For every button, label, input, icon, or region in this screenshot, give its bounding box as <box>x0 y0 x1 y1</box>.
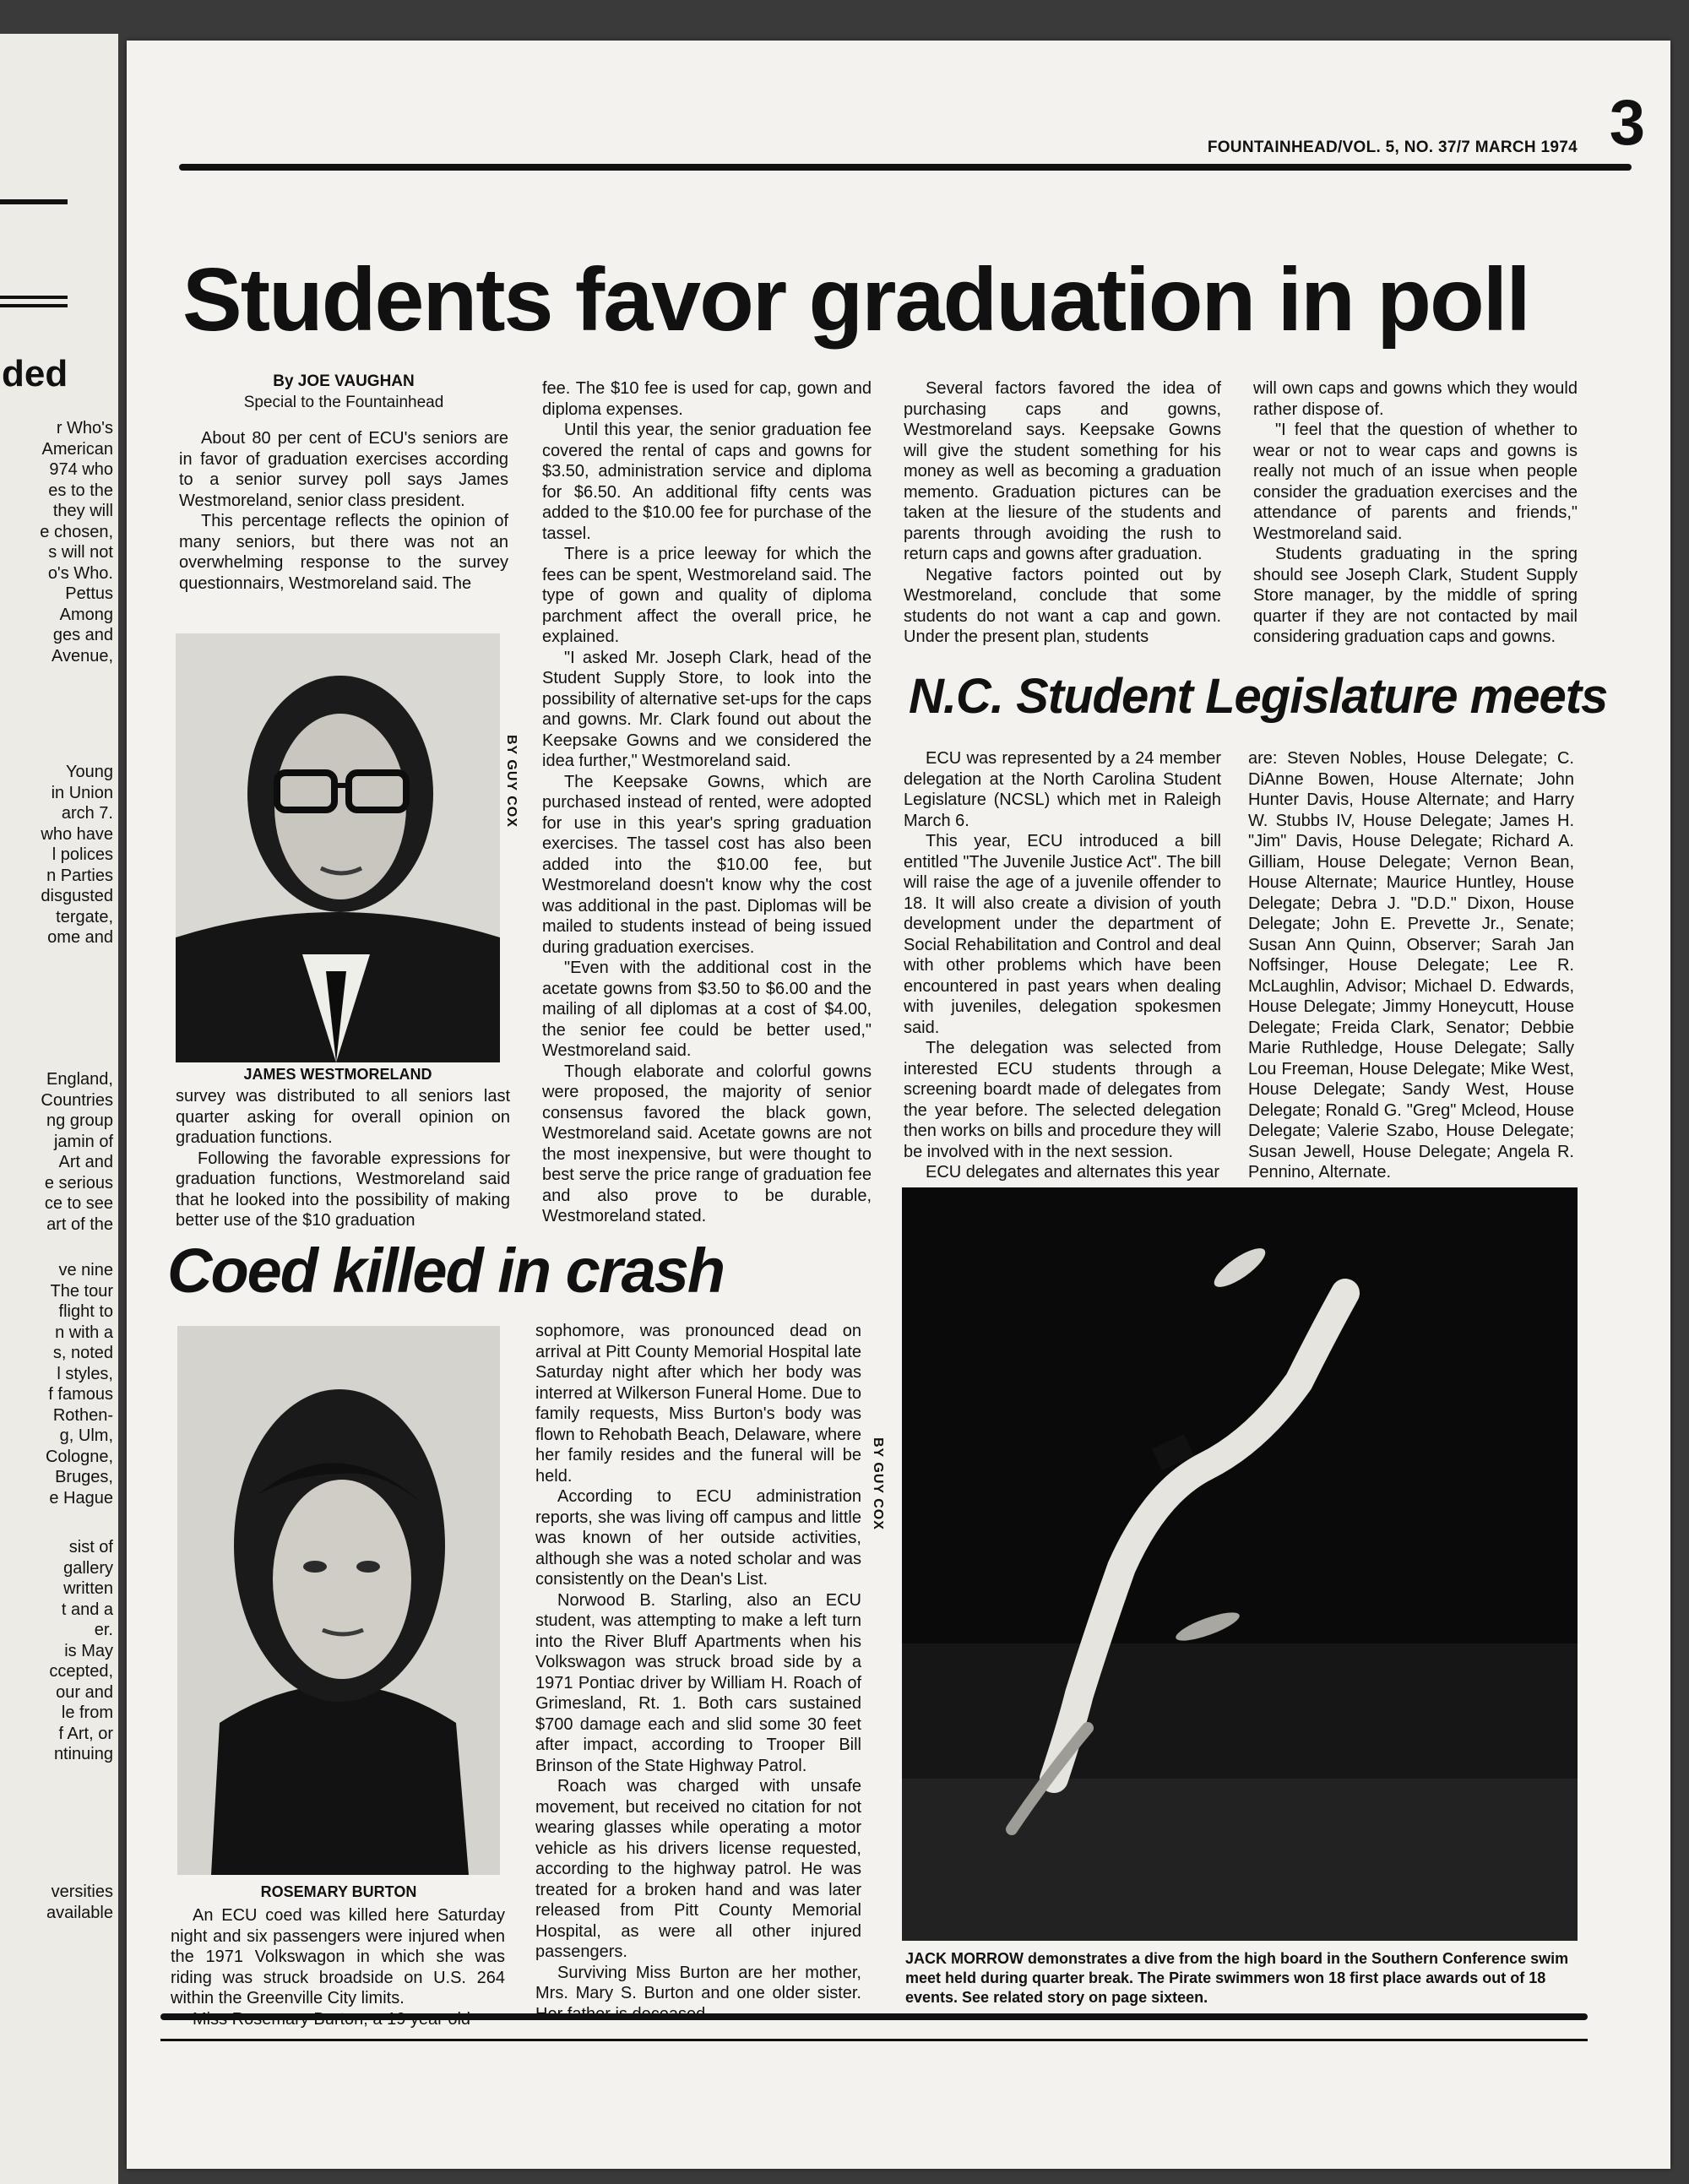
bottom-thin-rule <box>160 2039 1588 2041</box>
prev-page-text-fragment: written <box>63 1579 113 1598</box>
prev-page-text-fragment: n with a <box>55 1323 113 1342</box>
prev-page-text-fragment: er. <box>94 1621 113 1639</box>
paragraph: About 80 per cent of ECU's seniors are in favor of graduation exercises according to a senior survey poll says James Westmoreland, senior class president. <box>179 429 508 510</box>
prev-page-text-fragment: versities <box>51 1882 113 1901</box>
prev-page-text-fragment: tergate, <box>56 907 113 926</box>
graduation-column-3 <box>904 378 1221 648</box>
paragraph: There is a price leeway for which the fees can be spent, Westmoreland said. The type of gown and quality of diploma parchment affect the overall price, he explained. <box>542 545 872 646</box>
byline: By JOE VAUGHAN <box>273 372 415 390</box>
paragraph: fee. The $10 fee is used for cap, gown and diploma expenses. <box>542 379 872 419</box>
paragraph: Until this year, the senior graduation fee covered the rental of caps and gowns for $3.50, administration service and diploma for $6.50. An additional fifty cents was added to the $10.00 fee for purchase of the tassel. <box>542 421 872 543</box>
prev-page-text-fragment: le from <box>61 1703 113 1722</box>
prev-page-text-fragment: jamin of <box>53 1132 113 1151</box>
legislature-column-1 <box>904 748 1221 1183</box>
prev-page-text-fragment: f Art, or <box>58 1724 113 1743</box>
prev-page-text-fragment: l styles, <box>57 1364 113 1383</box>
prev-page-text-fragment: art of the <box>46 1214 113 1234</box>
prev-page-text-fragment: ntinuing <box>53 1745 113 1763</box>
prev-page-rule <box>0 296 68 299</box>
prev-page-text-fragment: s, noted <box>52 1344 113 1362</box>
paragraph: ECU was represented by a 24 member delegation at the North Carolina Student Legislature (NCSL) which met in Raleigh March 6. <box>904 749 1221 830</box>
paragraph: An ECU coed was killed here Saturday night and six passengers were injured when the 1971 Volkswagon in which she was riding was struck broadside on U.S. 264 within the Greenville City limits. <box>171 1906 505 2007</box>
paragraph: Though elaborate and colorful gowns were proposed, the majority of senior consensus favored the black gown, Westmoreland said. Acetate gowns are not the most inexpensive, but were thought to best serve the price range of graduation fee and also prove to be durable, Westmoreland stated. <box>542 1062 872 1225</box>
prev-page-text-fragment: American <box>41 439 113 459</box>
paragraph: "I feel that the question of whether to wear or not to wear caps and gowns is really not much of an issue when people consider the graduation exercises and the attendance of parents and friends," Westmoreland said. <box>1253 421 1578 543</box>
prev-page-text-fragment: n Parties <box>46 866 113 885</box>
dive-photo <box>902 1187 1578 1941</box>
prev-page-text-fragment: ve nine <box>58 1261 113 1279</box>
paragraph: Norwood B. Starling, also an ECU student, was attempting to make a left turn into the River Bluff Apartments when his Volkswagon was struck broad side by a 1971 Pontiac driver by William H. Roach of Grimesland, Rt. 1. Both cars sustained $700 damage each and slid some 30 feet after impact, according to Trooper Bill Brinson of the State Highway Patrol. <box>535 1590 861 1775</box>
prev-page-text-fragment: ce to see <box>44 1194 113 1213</box>
paragraph: Several factors favored the idea of purchasing caps and gowns, Westmoreland says. Keepsake Gowns will give the student something for his money as well as becoming a graduation memento. Graduation pictures can be taken at the liesure of the students and parents through avoiding the rush to return caps and gowns after graduation. <box>904 379 1221 563</box>
prev-page-text-fragment: arch 7. <box>61 804 113 823</box>
prev-page-text-fragment: Among <box>59 605 113 624</box>
crash-column-1 <box>171 1905 505 2029</box>
prev-page-text-fragment: England, <box>46 1070 113 1089</box>
masthead-rule <box>179 164 1632 171</box>
burton-portrait <box>177 1326 500 1875</box>
prev-page-text-fragment: 974 who <box>49 460 113 479</box>
prev-page-text-fragment: ome and <box>47 928 113 947</box>
prev-page-text-fragment: is May <box>64 1641 113 1660</box>
paragraph: Following the favorable expressions for graduation functions, Westmoreland said that he looked into the possibility of making better use of the $10 graduation <box>176 1149 510 1230</box>
paragraph: The delegation was selected from interested ECU students through a screening boardt made of delegates from the year before. The selected delegation then works on bills and procedure they will be involved with in the next session. <box>904 1039 1221 1161</box>
prev-page-text-fragment: es to the <box>48 481 113 500</box>
prev-page-text-fragment: flight to <box>58 1302 113 1321</box>
graduation-column-4 <box>1253 378 1578 648</box>
paragraph: "Even with the additional cost in the acetate gowns from $3.50 to $6.00 and the mailing of all diplomas at a cost of $4.00, the senior fee could be better used," Westmoreland said. <box>542 959 872 1060</box>
prev-page-text-fragment: l polices <box>52 845 113 864</box>
legislature-headline: N.C. Student Legislature meets <box>909 669 1608 724</box>
bottom-rule <box>160 2013 1588 2020</box>
photo-credit: BY GUY COX <box>504 735 519 828</box>
prev-page-text-fragment: our and <box>56 1682 113 1702</box>
westmoreland-portrait <box>176 633 500 1062</box>
page-number: 3 <box>1609 87 1645 159</box>
newspaper-page <box>127 41 1670 2169</box>
paragraph: The Keepsake Gowns, which are purchased instead of rented, were adopted for use in this year's spring graduation exercises. The tassel cost has also been added into the $10.00 fee, but Westmoreland doesn't know why the cost was additional in the past. Diplomas will be mailed to students instead of being issued during graduation exercises. <box>542 772 872 957</box>
paragraph: will own caps and gowns which they would rather dispose of. <box>1253 379 1578 419</box>
prev-page-text-fragment: t and a <box>61 1600 113 1619</box>
prev-page-text-fragment: Art and <box>58 1153 113 1171</box>
prev-page-text-fragment: Young <box>66 763 113 781</box>
prev-page-text-fragment: Cologne, <box>45 1447 113 1466</box>
prev-page-text-fragment: ccepted, <box>49 1662 113 1681</box>
previous-page-edge <box>0 34 118 2184</box>
portrait-illustration <box>177 1326 500 1875</box>
graduation-column-1 <box>179 372 508 594</box>
dateline: FOUNTAINHEAD/VOL. 5, NO. 37/7 MARCH 1974 <box>1207 139 1578 156</box>
paragraph: Surviving Miss Burton are her mother, Mrs. Mary S. Burton and one older sister. <box>535 1963 861 2002</box>
graduation-headline: Students favor graduation in poll <box>182 250 1529 350</box>
prev-page-text-fragment: e chosen, <box>40 522 113 541</box>
prev-page-text-fragment: Pettus <box>65 584 113 603</box>
crash-column-2 <box>535 1321 861 2024</box>
prev-page-text-fragment: Rothen- <box>52 1405 113 1425</box>
prev-page-rule <box>0 304 68 307</box>
graduation-column-2 <box>542 378 872 1227</box>
prev-page-text-fragment: ng group <box>46 1111 113 1130</box>
paragraph: ECU delegates and alternates this year <box>926 1163 1219 1182</box>
prev-page-text-fragment: who have <box>41 824 113 844</box>
prev-page-text-fragment: gallery <box>63 1558 113 1578</box>
prev-page-text-fragment: o's Who. <box>47 563 113 583</box>
prev-page-text-fragment: e serious <box>44 1173 113 1193</box>
prev-page-text-fragment: The tour <box>50 1281 113 1301</box>
prev-page-text-fragment: e Hague <box>49 1488 113 1508</box>
paragraph: This percentage reflects the opinion of many seniors, but there was not an overwhelming response to the survey questionnairs, Westmoreland said. The <box>179 512 508 593</box>
prev-page-text-fragment: f famous <box>48 1385 113 1404</box>
dive-photo-caption: JACK MORROW demonstrates a dive from the high board in the Southern Conference swim meet held during quarter break. The Pirate swimmers won 18 first place awards out of 18 events. See related story on page sixteen. <box>905 1950 1569 2006</box>
graduation-column-1-continued <box>176 1086 510 1231</box>
prev-page-text-fragment: r Who's <box>56 419 113 437</box>
prev-page-text-fragment: sist of <box>68 1538 113 1557</box>
paragraph: sophomore, was pronounced dead on arrival at Pitt County Memorial Hospital late Saturday night after which her body was interred at Wilkerson Funeral Home. Due to family requests, Miss Burton's body was flown to Rehobath Beach, Delaware, where her family resides and the funeral will be held. <box>535 1322 861 1486</box>
prev-page-text-fragment: they will <box>52 502 113 520</box>
byline-affiliation: Special to the Fountainhead <box>243 393 444 411</box>
paragraph: "I asked Mr. Joseph Clark, head of the Student Supply Store, to look into the possibility of alternative set-ups for the caps and gowns. Mr. Clark found out about the Keepsake Gowns and we considered the idea further," Westmoreland said. <box>542 648 872 770</box>
crash-headline: Coed killed in crash <box>167 1236 725 1306</box>
prev-page-text-fragment: Bruges, <box>55 1468 113 1486</box>
prev-page-text-fragment: in Union <box>51 783 113 802</box>
paragraph: survey was distributed to all seniors last quarter asking for overall opinion on graduation functions. <box>176 1087 510 1147</box>
prev-page-text-fragment: available <box>46 1903 113 1922</box>
prev-page-text-fragment: Countries <box>41 1090 113 1110</box>
photo-caption: JAMES WESTMORELAND <box>243 1066 432 1083</box>
photo-caption: ROSEMARY BURTON <box>260 1883 417 1900</box>
prev-page-headline-fragment: ded <box>2 353 68 394</box>
prev-page-text-fragment: ges and <box>52 626 113 644</box>
prev-page-text-fragment: disgusted <box>41 887 113 905</box>
prev-page-text-fragment: g, Ulm, <box>59 1426 113 1445</box>
legislature-column-2 <box>1248 748 1574 1183</box>
dive-photo-illustration <box>902 1187 1578 1941</box>
portrait-illustration <box>176 633 500 1062</box>
photo-credit: BY GUY COX <box>871 1437 885 1530</box>
paragraph: This year, ECU introduced a bill entitled "The Juvenile Justice Act". The bill will raise the age of a juvenile offender to 18. It will also create a division of youth development under the department of Social Rehabilitation and Control and deal with other problems which have been encountered in past years when dealing with juveniles, delegation spokesmen said. <box>904 832 1221 1037</box>
prev-page-text-fragment: s will not <box>48 543 113 562</box>
paragraph: Roach was charged with unsafe movement, but received no citation for not wearing glasses while operating a motor vehicle as his drivers license requested, according to the highway patrol. He was treated for a broken hand and was later released from Pitt County Memorial Hospital, as were all other injured passengers. <box>535 1777 861 1961</box>
paragraph: Negative factors pointed out by Westmoreland, conclude that some students do not want a cap and gown. Under the present plan, students <box>904 565 1221 646</box>
prev-page-rule <box>0 199 68 204</box>
paragraph: Students graduating in the spring should see Joseph Clark, Student Supply Store manager, by the middle of spring quarter if they are not contacted by mail considering graduation caps and gowns. <box>1253 545 1578 646</box>
paragraph: are: Steven Nobles, House Delegate; C. DiAnne Bowen, House Alternate; John Hunter Davis, House Alternate; and Harry W. Stubbs IV, House Delegate; James H. "Jim" Davis, House Delegate; Richard A. Gilliam, House Delegate; Vernon Bean, House Alternate; Maurice Huntley, House Delegate; Debra J. "D.D." Dixon, House Delegate; John E. Prevette Jr., Senate; Susan Ann Quinn, Observer; Sarah Jan Noffsinger, House Delegate; Lee R. McLaughlin, Advisor; Michael D. Edwards, House Delegate; Jimmy Honeycutt, House Delegate; Freida Clark, Senator; Debbie Marie Ruthledge, House Delegate; Sally Lou Freeman, House Delegate; Mike West, House Delegate; Sandy West, House Delegate; Ronald G. "Greg" Mcleod, House Delegate; Valerie Szabo, House Delegate; Susan Jewell, House Delegate; Angela R. Pennino, Alternate. <box>1248 749 1574 1182</box>
paragraph: According to ECU administration reports, she was living off campus and little was known of her outside activities, although she was a noted scholar and was consistently on the Dean's List. <box>535 1487 861 1589</box>
prev-page-text-fragment: Avenue, <box>51 646 113 666</box>
